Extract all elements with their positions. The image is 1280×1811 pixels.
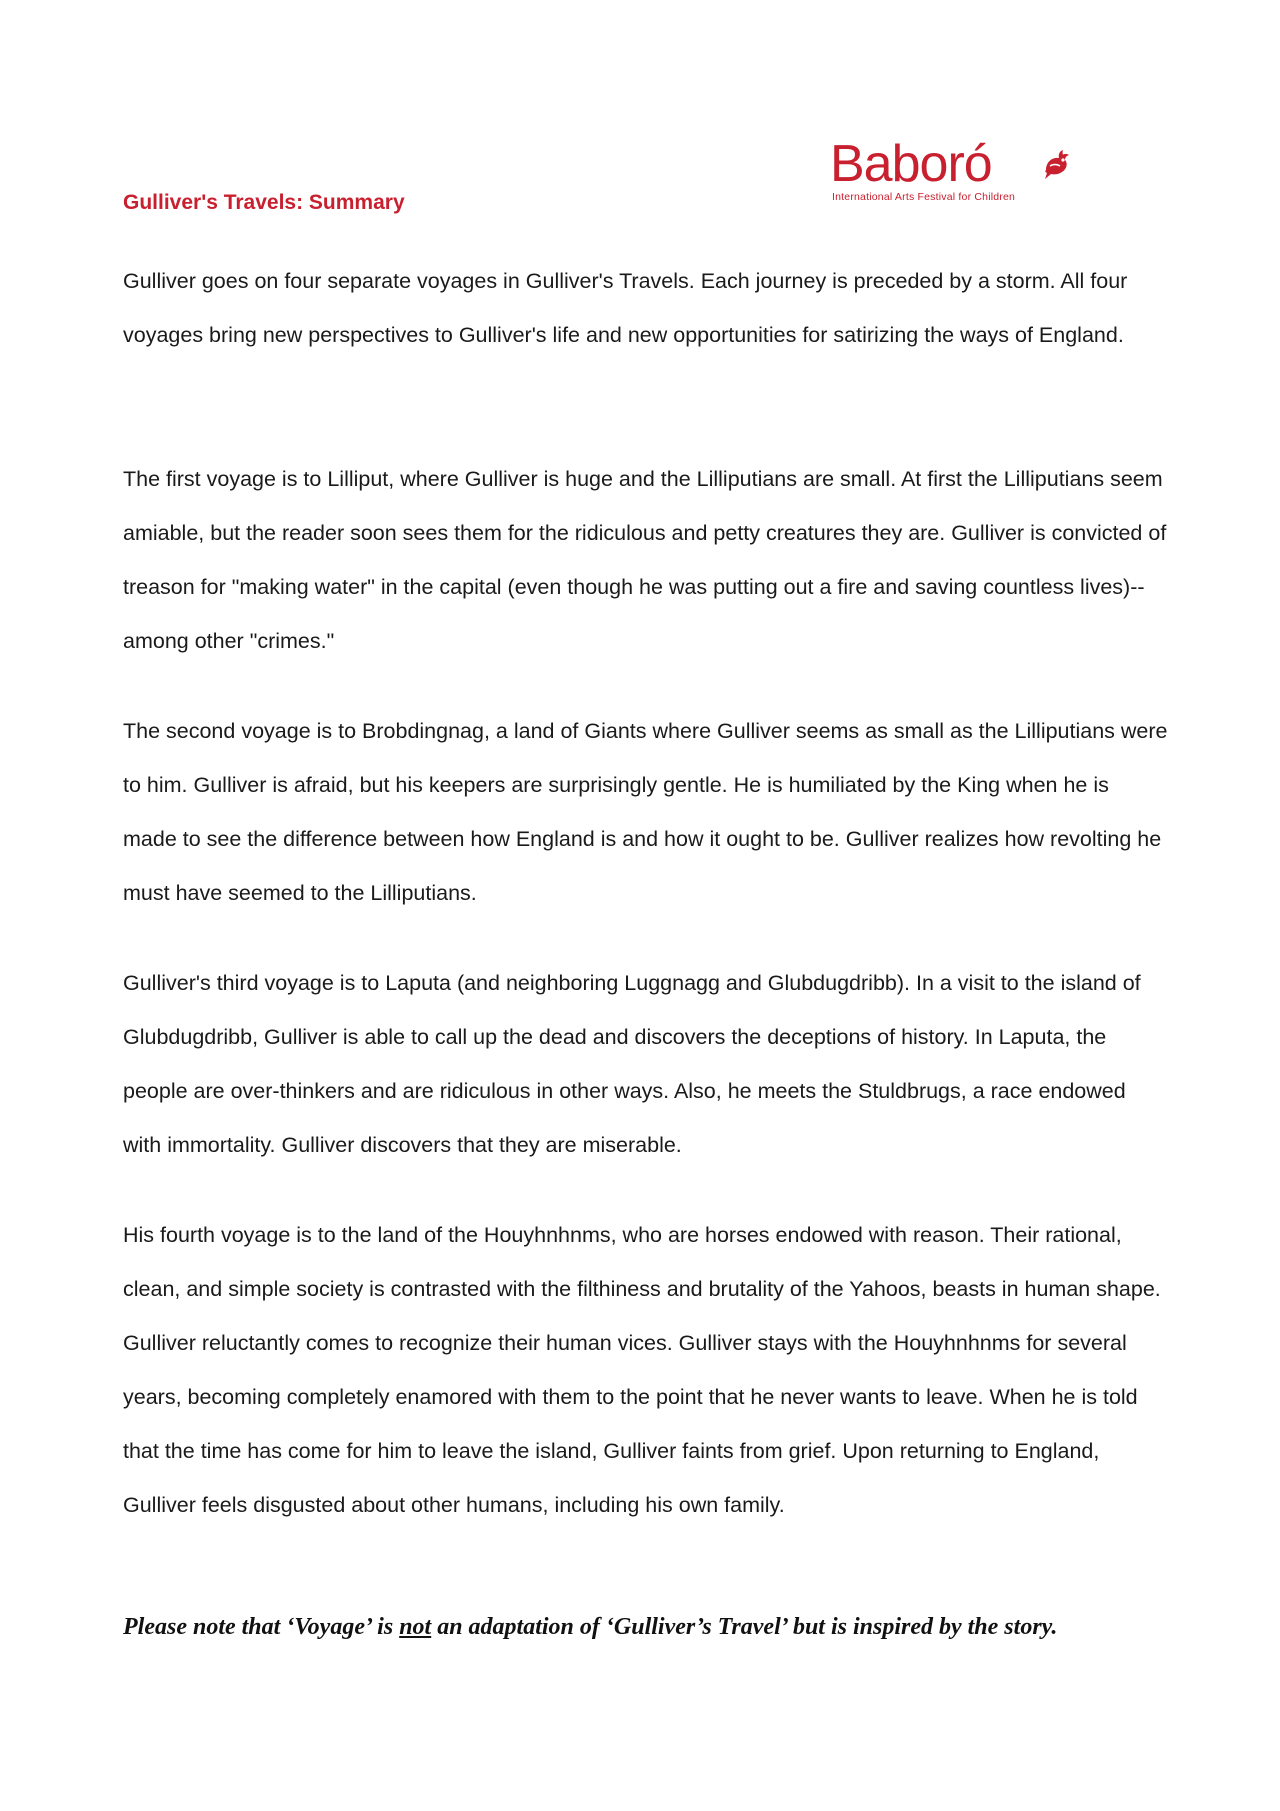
logo-wordmark: Baboró — [830, 135, 992, 193]
paragraph-voyage-laputa: Gulliver's third voyage is to Laputa (and neighboring Luggnagg and Glubdugdribb). In a visit to the island of Glubdugdribb, Gulliver is able to call up the dead and discovers the deceptions of history. In Laputa, the people are over-thinkers and are ridiculous in other ways. Also, he meets the Stuldbrugs, a race endowed with immortality. Gulliver discovers that they are miserable. — [123, 971, 1141, 1157]
paragraph-voyage-brobdingnag: The second voyage is to Brobdingnag, a land of Giants where Gulliver seems as small as the Lilliputians were to him. Gulliver is afraid, but his keepers are surprisingly gentle. He is humiliated by the King when he is made to see the difference between how England is and how it ought to be. Gulliver realizes how revolting he must have seemed to the Lilliputians. — [123, 719, 1168, 905]
note-text-after: an adaptation of ‘Gulliver’s Travel’ but is inspired by the story. — [431, 1614, 1058, 1640]
paragraph-voyage-houyhnhnms: His fourth voyage is to the land of the Houyhnhnms, who are horses endowed with reason. Their rational, clean, and simple society is contrasted with the filthiness and brutality of the Yahoos, beasts in human shape. Gulliver reluctantly comes to recognize their human vices. Gulliver stays with the Houyhnhnms for several years, becoming completely enamored with them to the point that he never wants to leave. When he is told that the time has come for him to leave the island, Gulliver faints from grief. Upon returning to England, Gulliver feels disgusted about other humans, including his own family. — [123, 1223, 1161, 1517]
disclaimer-note — [123, 1612, 1057, 1642]
baboro-logo — [830, 135, 1075, 204]
note-text-before: Please note that ‘Voyage’ is — [123, 1614, 400, 1640]
paragraph-voyage-lilliput: The first voyage is to Lilliput, where Gulliver is huge and the Lilliputians are small. At first the Lilliputians seem amiable, but the reader soon sees them for the ridiculous and petty creatures they are. Gulliver is convicted of treason for "making water" in the capital (even though he was putting out a fire and saving countless lives)--among other "crimes." — [123, 467, 1167, 653]
logo-tagline: International Arts Festival for Children — [832, 191, 1016, 203]
note-emphasis: not — [399, 1614, 432, 1640]
page-title: Gulliver's Travels: Summary — [123, 191, 405, 214]
bird-icon — [1036, 148, 1072, 184]
paragraph-intro: Gulliver goes on four separate voyages in Gulliver's Travels. Each journey is preceded by a storm. All four voyages bring new perspectives to Gulliver's life and new opportunities for satirizing the ways of England. — [123, 269, 1128, 347]
